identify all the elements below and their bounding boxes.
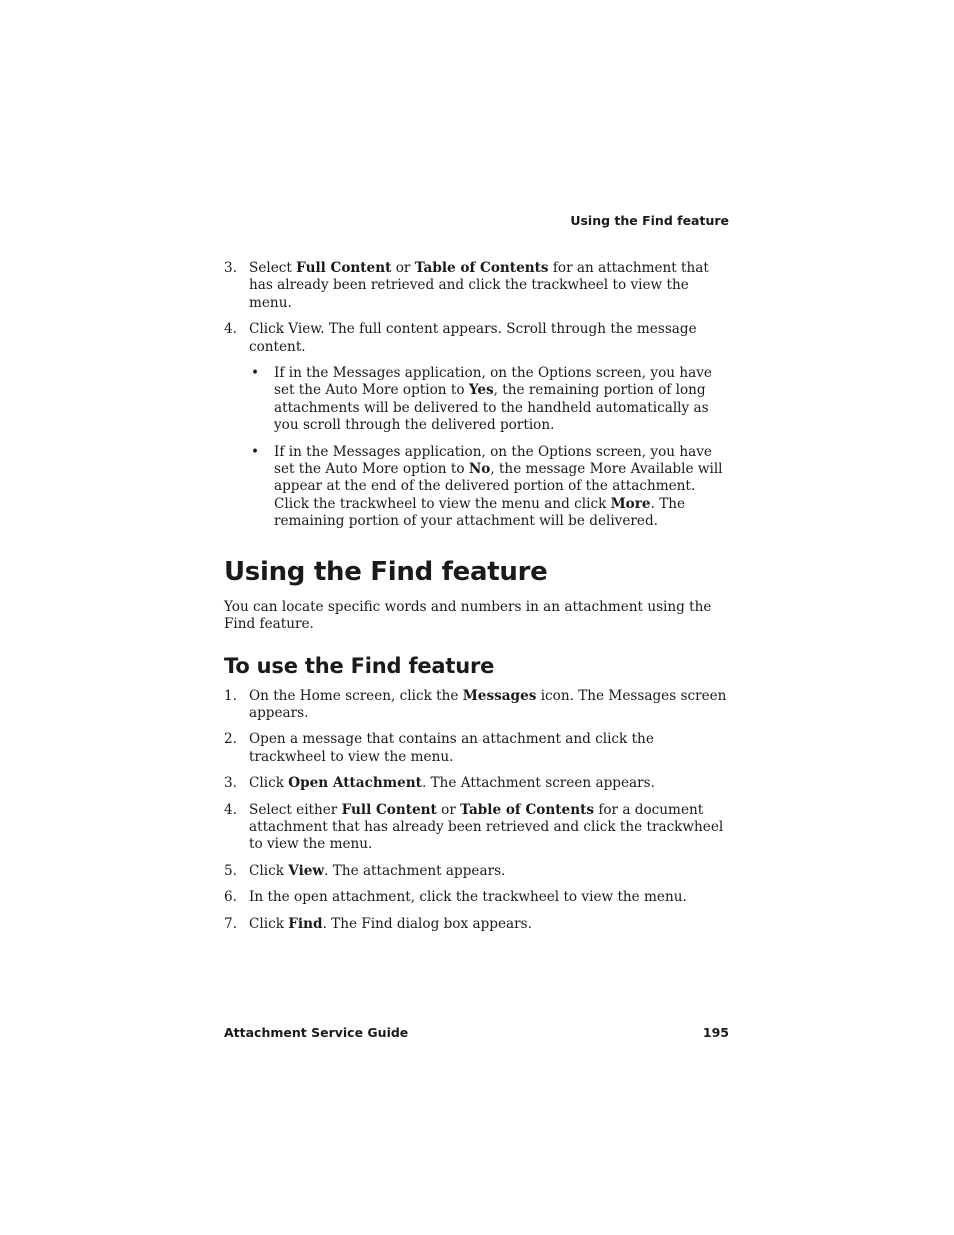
text-run: Select — [249, 260, 297, 276]
text-run: . The Find dialog box appears. — [322, 915, 532, 932]
text-run: Click View. The full content appears. Scroll through the message content. — [249, 321, 697, 355]
text-run: for a document attachment that has already been retrieved and click the trackwheel to view the menu. — [249, 801, 724, 853]
bullet-icon: • — [251, 365, 260, 382]
text-run: Click — [249, 862, 289, 879]
bold-term: Table of Contents — [460, 801, 595, 818]
step-item — [224, 731, 730, 766]
text-run: . The attachment appears. — [324, 862, 506, 879]
item-text — [249, 688, 730, 723]
text-run: or — [391, 260, 415, 276]
item-text — [274, 365, 730, 435]
step-number: 5. — [224, 862, 237, 879]
step-item — [224, 260, 730, 312]
item-text — [249, 802, 730, 854]
step-item — [224, 321, 730, 356]
bullet-item — [224, 365, 730, 435]
text-run: , the remaining portion of long attachments will be delivered to the handheld automatically as you scroll through the delivered portion. — [274, 382, 709, 434]
text-run: icon. The Messages screen appears. — [249, 687, 727, 721]
bold-term: No — [468, 461, 491, 478]
bold-term: Table of Contents — [414, 260, 549, 276]
text-run: In the open attachment, click the trackwheel to view the menu. — [249, 889, 687, 906]
bold-term: Messages — [462, 687, 537, 704]
running-header: Using the Find feature — [570, 213, 729, 228]
top-steps-list — [224, 260, 730, 356]
step-item — [224, 688, 730, 723]
text-run: for an attachment that has already been retrieved and click the trackwheel to view the menu. — [249, 260, 709, 311]
text-run: Open a message that contains an attachment and click the trackwheel to view the menu. — [249, 731, 654, 765]
bold-term: More — [610, 495, 651, 512]
step-item — [224, 889, 730, 906]
text-run: or — [436, 801, 461, 818]
bold-term: Open Attachment — [288, 775, 422, 792]
step-item — [224, 916, 730, 933]
find-steps-list — [224, 688, 730, 933]
step-number: 4. — [224, 801, 237, 818]
bold-term: Find — [288, 915, 323, 932]
item-text — [249, 916, 730, 933]
footer-guide-title: Attachment Service Guide — [224, 1025, 409, 1040]
text-run: , the message More Available will appear at the end of the delivered portion of the attachment. Click the trackwheel to view the menu and click — [274, 461, 723, 512]
bold-term: View — [288, 862, 325, 879]
item-text — [249, 775, 730, 792]
bullet-list — [224, 365, 730, 531]
step-item — [224, 775, 730, 792]
step-number: 1. — [224, 687, 237, 704]
bold-term: Yes — [468, 382, 494, 399]
step-number: 2. — [224, 731, 237, 748]
item-text — [249, 889, 730, 906]
step-item — [224, 863, 730, 880]
text-run: If in the Messages application, on the Options screen, you have set the Auto More option to — [274, 443, 712, 478]
step-number: 3. — [224, 775, 237, 792]
item-text — [249, 260, 730, 312]
step-item — [224, 802, 730, 854]
text-run: . The Attachment screen appears. — [421, 775, 655, 792]
section-intro: You can locate specific words and numbers in an attachment using the Find feature. — [224, 598, 712, 633]
text-run: Select either — [249, 801, 342, 818]
bullet-item — [224, 444, 730, 531]
text-run: Click — [249, 915, 289, 932]
footer-page-number: 195 — [702, 1025, 729, 1040]
subsection-title: To use the Find feature — [224, 653, 495, 678]
step-number: 7. — [224, 915, 237, 932]
text-run: If in the Messages application, on the Options screen, you have set the Auto More option to — [274, 365, 712, 399]
section-title: Using the Find feature — [224, 556, 548, 587]
bold-term: Full Content — [296, 260, 392, 276]
step-number: 3. — [224, 260, 237, 276]
text-run: On the Home screen, click the — [249, 687, 463, 704]
bold-term: Full Content — [341, 801, 437, 818]
step-number: 4. — [224, 321, 237, 338]
item-text — [274, 444, 730, 531]
page-content — [224, 260, 730, 942]
step-number: 6. — [224, 889, 237, 906]
text-run: Click — [249, 775, 289, 792]
item-text — [249, 731, 730, 766]
text-run: . The remaining portion of your attachment will be delivered. — [274, 495, 686, 530]
item-text — [249, 321, 730, 356]
item-text — [249, 863, 730, 880]
bullet-icon: • — [251, 443, 260, 460]
